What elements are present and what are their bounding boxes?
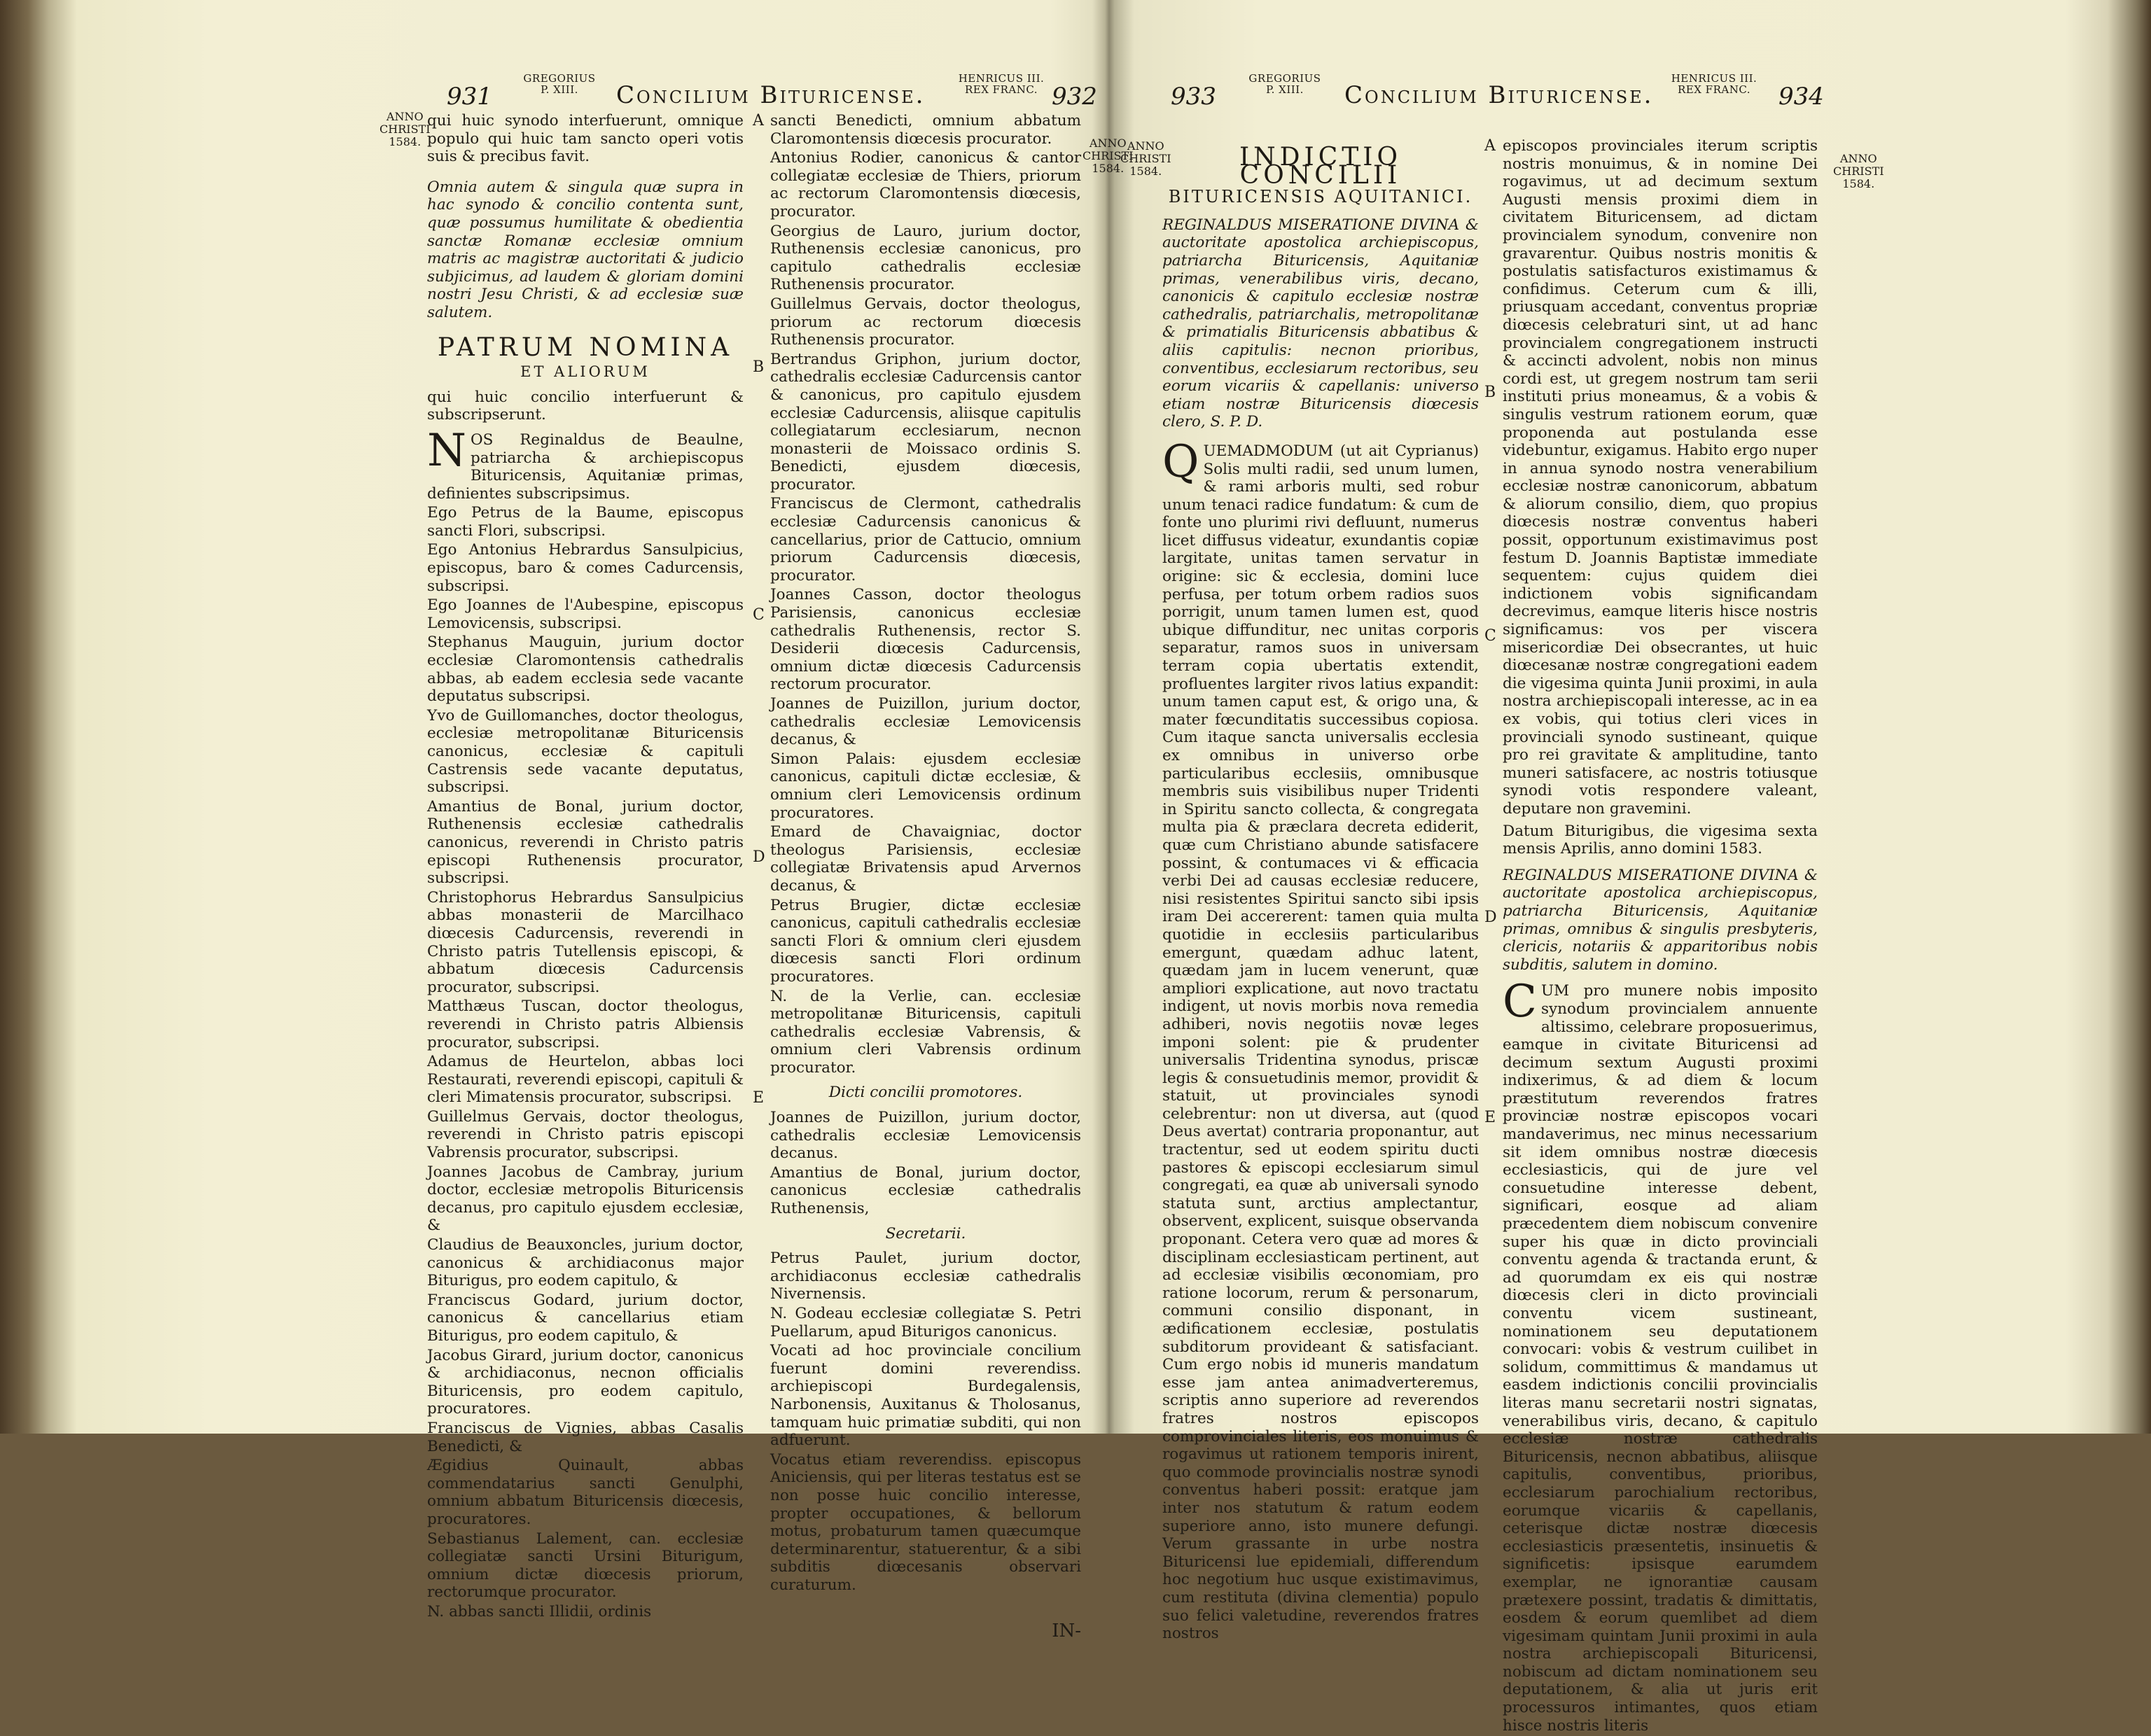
entry — [427, 424, 744, 503]
running-title: Concilium Bituricense. — [616, 81, 926, 109]
page-number: 934 — [1778, 83, 1824, 111]
entry: Joannes de Puizillon, jurium doctor, cathedralis ecclesiæ Lemovicensis decanus. — [770, 1109, 1081, 1163]
entry: Emard de Chavaigniac, doctor theologus Parisiensis, ecclesiæ collegiatæ Brivatensis apud Arvernos decanus, & — [770, 823, 1081, 895]
entry: Stephanus Mauguin, jurium doctor ecclesiæ Claromontensis cathedralis abbas, ab eadem ecclesia sede vacante deputatus subscripsi. — [427, 634, 744, 706]
right-column-2 — [1503, 137, 1818, 1736]
section-letter: E — [1484, 1109, 1496, 1126]
entry: Georgius de Lauro, jurium doctor, Ruthenensis ecclesiæ canonicus, pro capitulo cathedralis ecclesiæ Ruthenensis procurator. — [770, 222, 1081, 294]
body-paragraph: episcopos provinciales iterum scriptis nostris monuimus, & in nomine Dei rogavimus, ut ad decimum sextum Augusti mensis proximi diem in civitatem Bituricensem, ad dictam provincialem synodum, convenire non gravarentur. Quibus nostris monitis & postulatis satisfacturos existimamus & confidimus. Ceterum cum & illi, priusquam accedant, conventus propriæ diœcesis celebraturi sint, ut ad hanc provincialem congregationem instructi & accincti advolent, nobis non minus cordi est, ut gregem nostrum tam serii instituti prius moneamus, & a vobis & singulis vestrum rationem eorum, quæ proponenda aut postulanda esse videbuntur, exigamus. Habito ergo nuper in annua synodo nostra venerabilium ecclesiæ nostræ canonicorum, abbatum & aliorum consilio, diem, quo propius diœcesis nostræ conventus haberi possit, opportunum existimavimus post festum D. Joannis Baptistæ immediate sequentem: cujus quidem diei indictionem vobis significandam decrevimus, eamque literis hisce nostris significamus: vos per viscera misericordiæ Dei obsecrantes, ut huic diœcesanæ nostræ congregationi eadem die vigesima quinta Junii proximi, in aula nostra archiepiscopali interesse, ac in ea ex vobis, qui totius cleri vices in provinciali synodo sustineant, quique pro rei gravitate & amplitudine, tanto muneri satisfacere, ac nostris totiusque synodi votis respondere valeant, deputare non gravemini. — [1503, 137, 1818, 818]
entry: Amantius de Bonal, jurium doctor, canonicus ecclesiæ cathedralis Ruthenensis, — [770, 1163, 1081, 1218]
entry: Sebastianus Lalement, can. ecclesiæ collegiatæ sancti Ursini Biturigum, omnium dictæ diœcesis priorum, rectorumque procurator. — [427, 1530, 744, 1602]
margin-line: CHRISTI — [380, 122, 431, 136]
margin-line: CHRISTI — [1083, 149, 1134, 162]
running-head-left — [1239, 73, 1330, 95]
entry: Antonius Rodier, canonicus & cantor collegiatæ ecclesiæ de Thiers, priorum ac rectorum Claromontensis diœcesis, procurator. — [770, 149, 1081, 220]
section-title: Secretarii. — [885, 1224, 966, 1242]
section-letter: C — [753, 606, 765, 624]
body-paragraph — [1503, 976, 1818, 1735]
entry: Joannes Jacobus de Cambray, jurium doctor, ecclesiæ metropolis Bituricensis decanus, pro capitulo ejusdem ecclesiæ, & — [427, 1163, 744, 1235]
section-letter: B — [753, 358, 765, 376]
margin-anno — [380, 111, 431, 148]
running-head-right — [952, 73, 1050, 95]
entry: Bertrandus Griphon, jurium doctor, cathedralis ecclesiæ Cadurcensis cantor & canonicus, pro capitulo ejusdem ecclesiæ Cadurcensis, aliisque capitulis collegiatarum ecclesiarum, necnon monasterii de Moissaco ordinis S. Benedicti, ejusdem diœcesis, procurator. — [770, 350, 1081, 493]
left-column-2 — [770, 112, 1081, 1640]
running-head-line: P. XIII. — [1266, 83, 1304, 96]
intro-text: qui huic synodo interfuerunt, omnique populo qui huic tam sancto operi votis suis & precibus favit. — [427, 112, 744, 166]
left-column-1 — [427, 112, 744, 1623]
running-head-line: REX FRANC. — [1677, 83, 1751, 96]
entry: Franciscus Godard, jurium doctor, canonicus & cancellarius etiam Biturigus, pro eodem capitulo, & — [427, 1291, 744, 1345]
section-heading: PATRUM NOMINA — [437, 332, 734, 362]
section-subheading: BITURICENSIS AQUITANICI. — [1168, 187, 1473, 207]
right-column-1 — [1162, 143, 1479, 1644]
margin-line: 1584. — [1129, 164, 1162, 178]
section-letter: B — [1484, 384, 1496, 401]
entry: N. de la Verlie, can. ecclesiæ metropolitanæ Bituricensis, capituli cathedralis ecclesiæ Vabrensis, & omnium cleri Vabrensis ordinum procurator. — [770, 987, 1081, 1077]
entry: Franciscus de Clermont, cathedralis ecclesiæ Cadurcensis canonicus & cancellarius, prior de Cattucio, omnium priorum Cadurcensis diœcesis, procurator. — [770, 495, 1081, 584]
entry: Joannes de Puizillon, jurium doctor, cathedralis ecclesiæ Lemovicensis decanus, & — [770, 695, 1081, 749]
entry: Joannes Casson, doctor theologus Parisiensis, canonicus ecclesiæ cathedralis Ruthenensis, rector S. Desiderii diœcesis Cadurcensis, omnium dictæ diœcesis Cadurcensis rectorum procurator. — [770, 586, 1081, 694]
section-letter: A — [753, 112, 764, 130]
drop-cap: N — [427, 424, 466, 477]
entry: Ego Joannes de l'Aubespine, episcopus Lemovicensis, subscripsi. — [427, 596, 744, 632]
running-head-left — [514, 73, 605, 95]
entry: Vocatus etiam reverendiss. episcopus Aniciensis, qui per literas testatus est se non posse huic concilio interesse, propter occupationes, & bellorum motus, probaturum tamen quæcumque determinarentur, statuerentur, & a sibi subditis diœcesanis observari curaturum. — [770, 1450, 1081, 1594]
running-head-line: REX FRANC. — [964, 83, 1038, 96]
page-number: 932 — [1052, 83, 1097, 111]
entry: Vocati ad hoc provinciale concilium fuerunt domini reverendiss. archiepiscopi Burdegalensis, Narbonensis, Auxitanus & Tholosanus, tamquam huic primatiæ subditi, qui non adfuerunt. — [770, 1342, 1081, 1450]
entry: Petrus Paulet, jurium doctor, archidiaconus ecclesiæ cathedralis Nivernensis. — [770, 1250, 1081, 1303]
margin-line: ANNO — [1089, 136, 1127, 150]
margin-line: 1584. — [389, 135, 422, 148]
entry-text: OS Reginaldus de Beaulne, patriarcha & archiepiscopus Bituricensis, Aquitaniæ primas, definientes subscripsimus. — [427, 430, 744, 503]
section-subheading: ET ALIORUM — [520, 363, 650, 381]
entry: Franciscus de Vignies, abbas Casalis Benedicti, & — [427, 1419, 744, 1455]
body-paragraph — [1162, 435, 1479, 1643]
entry: Claudius de Beauxoncles, jurium doctor, canonicus & archidiaconus major Biturigus, pro eodem capitulo, & — [427, 1236, 744, 1290]
section-letter: A — [1484, 137, 1496, 155]
entry: Guillelmus Gervais, doctor theologus, priorum ac rectorum diœcesis Ruthenensis procurator. — [770, 295, 1081, 349]
entry: N. Godeau ecclesiæ collegiatæ S. Petri Puellarum, apud Biturigos canonicus. — [770, 1305, 1081, 1340]
right-page — [1120, 0, 2115, 1735]
left-page — [77, 0, 1134, 1642]
section-letter: D — [753, 848, 765, 866]
entry: Jacobus Girard, jurium doctor, canonicus & archidiaconus, necnon officialis Bituricensis, pro eodem capitulo, procuratores. — [427, 1346, 744, 1418]
entry: Ego Antonius Hebrardus Sansulpicius, episcopus, baro & comes Cadurcensis, subscripsi. — [427, 541, 744, 595]
page-number: 933 — [1171, 83, 1216, 111]
margin-line: CHRISTI — [1120, 152, 1171, 165]
margin-line: ANNO — [386, 110, 424, 123]
section-title: Dicti concilii promotores. — [828, 1084, 1023, 1102]
running-head-line: GREGORIUS — [1248, 72, 1321, 85]
entry: Guillelmus Gervais, doctor theologus, reverendi in Christo patris episcopi Vabrensis procurator, subscripsi. — [427, 1107, 744, 1162]
drop-cap: Q — [1162, 435, 1199, 488]
margin-anno — [1833, 153, 1884, 190]
margin-line: 1584. — [1842, 177, 1875, 190]
entry: Matthæus Tuscan, doctor theologus, reverendi in Christo patris Albiensis procurator, subscripsi. — [427, 997, 744, 1051]
entry: Amantius de Bonal, jurium doctor, Ruthenensis ecclesiæ cathedralis canonicus, reverendi in Christo patris episcopi Ruthenensis procurator, subscripsi. — [427, 797, 744, 888]
running-head-line: HENRICUS III. — [1671, 72, 1757, 85]
margin-line: ANNO — [1839, 152, 1877, 165]
date-line: Datum Biturigibus, die vigesima sexta mensis Aprilis, anno domini 1583. — [1503, 822, 1818, 858]
section-heading: INDICTIO CONCILII — [1239, 143, 1402, 190]
entry: Simon Palais: ejusdem ecclesiæ canonicus, capituli dictæ ecclesiæ, & omnium cleri Lemovicensis ordinum procuratores. — [770, 750, 1081, 822]
entry: Yvo de Guillomanches, doctor theologus, ecclesiæ metropolitanæ Bituricensis canonicus, ecclesiæ & capituli Castrensis sede vacante deputatus, subscripsi. — [427, 706, 744, 797]
entry: Petrus Brugier, dictæ ecclesiæ canonicus, capituli cathedralis ecclesiæ sancti Flori & omnium cleri ejusdem diœcesis sancti Flori ordinum procuratores. — [770, 896, 1081, 986]
entry: N. abbas sancti Illidii, ordinis — [427, 1602, 652, 1620]
entry: Christophorus Hebrardus Sansulpicius abbas monasterii de Marcilhaco diœcesis Cadurcensis, reverendi in Christo patris Tutellensis episcopi, & abbatum diœcesis Cadurcensis procurator, subscripsi. — [427, 888, 744, 996]
italic-paragraph: Omnia autem & singula quæ supra in hac synodo & concilio contenta sunt, quæ possumus humilitate & obedientia sanctæ Romanæ ecclesiæ omnium matris ac magistræ auctoritati & judicio subjicimus, ad laudem & gloriam domini nostri Jesu Christi, & ad ecclesiæ suæ salutem. — [427, 178, 744, 321]
running-head-line: P. XIII. — [541, 83, 578, 96]
body-text: UM pro munere nobis imposito synodum provincialem annuente altissimo, celebrare proposuerimus, eamque in civitate Bituricensi ad decimum sextum Augusti proximi indixerimus, & ad diem & locum præstitutum reverendos fratres provinciæ nostræ episcopos vocari mandaverimus, nec minus necessarium sit idem omnibus nostræ diœcesis ecclesiasticis, qui de jure vel consuetudine interesse debent, significari, eosque ad aliam præcedentem diem nobiscum convenire super his quæ in dicto provinciali conventu agenda & tractanda erunt, & ad quorumdam ex eis qui nostræ diœcesis cleri in dicto provinciali conventu vicem sustineant, nominationem seu deputationem convocari: vobis & vestrum cuilibet in solidum, committimus & mandamus ut easdem indictionis concilii provincialis literas manu secretarii nostri signatas, venerabilibus viris, decano, & capitulo ecclesiæ nostræ cathedralis Bituricensis, necnon abbatibus, aliisque capitulis, conventibus, prioribus, ecclesiarum parochialium rectoribus, eorumque vicariis & capellanis, ceterisque dictæ nostræ diœcesis ecclesiasticis præsentetis, insinuetis & significetis: ipsisque earumdem exemplar, ne ignorantiæ causam prætexere possint, tradatis & dimittatis, eosdem & eorum quemlibet ad diem vigesimam quintam Junii proximi in aula nostra archiepiscopali Bituricensi, nobiscum ad dictam nominationem seu deputationem, & alia ut juris erit processuros intimantes, quos etiam hisce nostris literis — [1503, 982, 1818, 1735]
margin-line: ANNO — [1127, 139, 1164, 153]
body-text: UEMADMODUM (ut ait Cyprianus) Solis multi radii, sed unum lumen, & rami arboris multi, sed robur unum tenaci radice fundatum: & cum de fonte uno plurimi rivi defluunt, numerus licet diffusus videatur, exundantis copiæ largitate, unitas tamen servatur in origine: sic & ecclesia, domini luce perfusa, per totum orbem radios suos porrigit, unum tamen lumen est, quod ubique diffunditur, nec unitas corporis separatur, ramos suos in universam terram copia ubertatis extendit, profluentes largiter rivos latius expandit: unum tamen caput est, & origo una, & mater fœcunditatis successibus copiosa. Cum itaque sancta universalis ecclesia ex omnibus in universo orbe particularibus ecclesiis, omnibusque membris suis visibilibus nuper Tridenti in Spiritu sancto collecta, & congregata multa pia & præclara decreta ediderit, quæ cum Christiano abunde satisfacere possint, & contumaces vi & efficacia verbi Dei ad causas ecclesiæ reducere, nisi resistentes Spiritui sancto sibi ipsis iram Dei accererent: tamen quia multa quotidie in ecclesiis particularibus emergunt, quædam adhuc latent, quædam jam in lucem venerunt, quæ ampliori explicatione, aut novo tractatu indigent, ut novis morbis nova remedia adhiberi, novis negotiis novæ leges imponi solent: pie & prudenter universalis Tridentina synodus, priscæ legis & consuetudinis memor, providit & statuit, ut provinciales synodi celebrentur: non ut diversa, aut (quod Deus avertat) contraria proponantur, aut tractentur, sed ut eodem spiritu ducti pastores & episcopi ecclesiarum simul congregati, ea quæ ab universali synodo statuta sunt, arctius amplectantur, observent, explicent, suisque observanda proponant. Cetera vero quæ ad mores & disciplinam ecclesiasticam pertinent, aut ad ecclesiæ visibilis œconomiam, pro ratione locorum, rerum & personarum, communi consilio disponant, in ædificationem ecclesiæ, postulatis subditorum provideant & satisfaciant. Cum ergo nobis id muneris mandatum esse jam antea animadverteremus, scriptis anno superiore ad reverendos fratres nostros episcopos comprovinciales literis, eos monuimus & rogavimus ut rationem temporis inirent, quo commode provincialis nostræ synodi conventus haberi possit: eratque jam inter nos statutum & ratum eodem superiore anno, isto munere defungi. Verum grassante in urbe nostra Bituricensi lue epidemiali, differendum hoc negotium huc usque existimavimus, cum restituta (divina clementia) populo suo felici valetudine, reverendos fratres nostros — [1162, 442, 1479, 1643]
address-paragraph: REGINALDUS MISERATIONE DIVINA & auctoritate apostolica archiepiscopus, patriarcha Bituricensis, Aquitaniæ primas, venerabilibus viris, decano, canonicis & capitulo ecclesiæ nostræ cathedralis, patriarchalis, metropolitanæ & primatialis Bituricensis abbatibus & aliis capitulis: necnon prioribus, conventibus, ecclesiarum rectoribus, seu eorum vicariis & capellanis: universo etiam nostræ Bituricensis diœcesis clero, S. P. D. — [1162, 216, 1479, 431]
running-head-line: HENRICUS III. — [958, 72, 1045, 85]
page-number: 931 — [447, 83, 492, 111]
sub-intro: qui huic concilio interfuerunt & subscripserunt. — [427, 388, 744, 424]
margin-line: CHRISTI — [1833, 164, 1884, 178]
running-head-right — [1665, 73, 1763, 95]
section-letter: D — [1484, 909, 1497, 926]
section-letter: C — [1484, 627, 1496, 645]
entry: Ego Petrus de la Baume, episcopus sancti Flori, subscripsi. — [427, 504, 744, 540]
drop-cap: C — [1503, 976, 1537, 1028]
catchword: IN- — [1052, 1620, 1081, 1642]
margin-line: 1584. — [1092, 162, 1125, 175]
entry: Ægidius Quinault, abbas commendatarius sancti Genulphi, omnium abbatum Bituricensis diœcesis, procuratores. — [427, 1457, 744, 1528]
address-paragraph: REGINALDUS MISERATIONE DIVINA & auctoritate apostolica archiepiscopus, patriarcha Bituricensis, Aquitaniæ primas, omnibus & singulis presbyteris, clericis, notariis & apparitoribus nobis subditis, salutem in domino. — [1503, 866, 1818, 974]
running-head-line: GREGORIUS — [523, 72, 596, 85]
entry: Adamus de Heurtelon, abbas loci Restaurati, reverendi episcopi, capituli & cleri Mimatensis procurator, subscripsi. — [427, 1053, 744, 1107]
entry: sancti Benedicti, omnium abbatum Claromontensis diœcesis procurator. — [770, 112, 1081, 148]
section-letter: E — [753, 1089, 765, 1107]
running-title: Concilium Bituricense. — [1344, 81, 1654, 109]
